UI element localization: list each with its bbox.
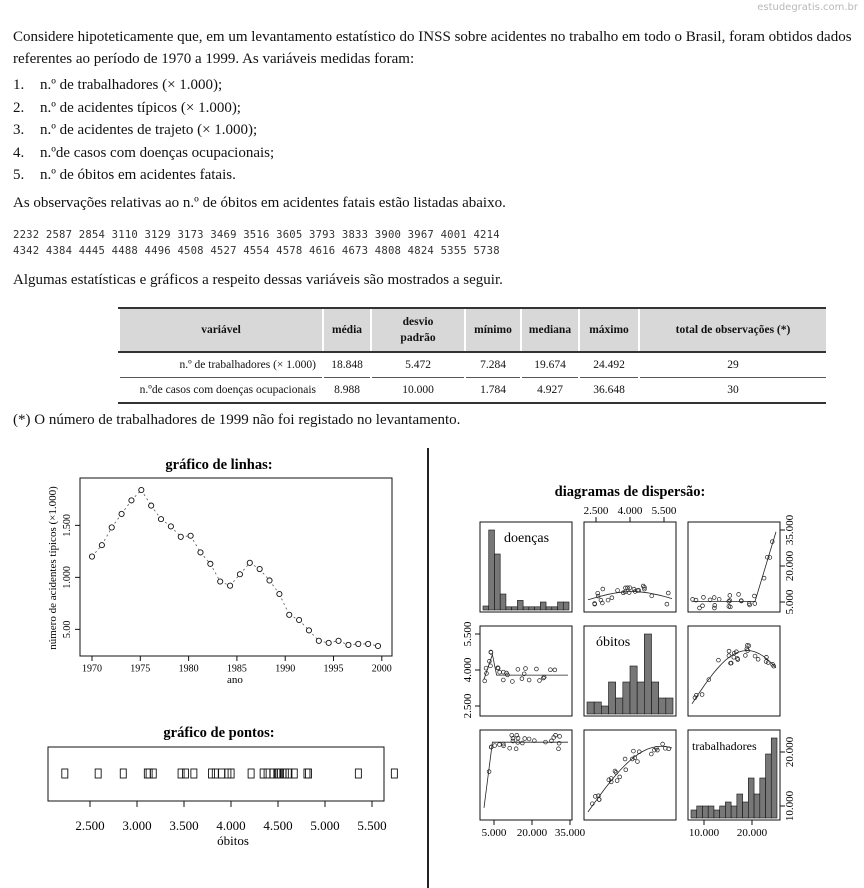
hist-bar-doencas bbox=[523, 607, 529, 610]
table-cell: 8.988 bbox=[323, 378, 371, 404]
item-number: 5. bbox=[13, 167, 25, 183]
table-cell: 29 bbox=[639, 352, 826, 378]
scatter-point bbox=[549, 668, 553, 672]
col-header: mínimo bbox=[465, 308, 521, 352]
table-header-row bbox=[119, 308, 826, 352]
scatter-point bbox=[535, 667, 539, 671]
hist-bar-obitos bbox=[616, 698, 623, 714]
data-point bbox=[119, 511, 124, 516]
scatter-point bbox=[601, 587, 605, 591]
scatter-point bbox=[631, 749, 635, 753]
panel-label-obitos: óbitos bbox=[596, 635, 631, 650]
col-header: mediana bbox=[521, 308, 579, 352]
scatter-point bbox=[498, 743, 502, 747]
scatter-point bbox=[520, 677, 524, 681]
table-cell: n.º de trabalhadores (× 1.000) bbox=[119, 352, 323, 378]
smooth-curve bbox=[484, 742, 568, 808]
right-tick-label: 20.000 bbox=[784, 736, 796, 768]
hist-bar-trabalhadores bbox=[720, 806, 726, 818]
data-point bbox=[227, 583, 232, 588]
scatter-point bbox=[665, 602, 669, 606]
data-point bbox=[120, 769, 126, 778]
scatter-point bbox=[753, 654, 757, 658]
table-cell: 18.848 bbox=[323, 352, 371, 378]
data-point bbox=[218, 579, 223, 584]
data-point bbox=[158, 517, 163, 522]
scatter-point bbox=[618, 775, 622, 779]
top-tick-label: 2.500 bbox=[583, 505, 609, 517]
item-text: n.º de óbitos em acidentes fatais. bbox=[40, 167, 236, 183]
hist-bar-doencas bbox=[494, 554, 500, 610]
scatter-point bbox=[558, 734, 562, 738]
table-row bbox=[119, 352, 826, 378]
left-tick-label: 4.000 bbox=[462, 657, 474, 683]
scatter-point bbox=[624, 768, 628, 772]
hist-bar-doencas bbox=[500, 594, 506, 610]
scatter-point bbox=[700, 693, 704, 697]
data-point bbox=[95, 769, 101, 778]
x-tick-label: 4.500 bbox=[263, 818, 293, 833]
table-row bbox=[119, 378, 826, 404]
data-point bbox=[247, 560, 252, 565]
hist-bar-doencas bbox=[558, 602, 564, 610]
list-item bbox=[13, 164, 274, 187]
right-tick-label: 20.000 bbox=[784, 550, 796, 582]
item-number: 2. bbox=[13, 99, 25, 116]
data-point bbox=[264, 769, 270, 778]
data-point bbox=[198, 550, 203, 555]
scatter-point bbox=[610, 596, 614, 600]
bottom-tick-label: 20.000 bbox=[736, 827, 768, 839]
hist-bar-obitos bbox=[609, 682, 616, 714]
dot-chart-xlabel: óbitos bbox=[217, 833, 249, 848]
scatter-point bbox=[661, 742, 665, 746]
hist-bar-trabalhadores bbox=[702, 806, 708, 818]
hist-bar-obitos bbox=[666, 698, 673, 714]
hist-bar-trabalhadores bbox=[697, 806, 703, 818]
table-cell: n.ºde casos com doenças ocupacionais bbox=[119, 378, 323, 404]
x-tick-label: 1970 bbox=[82, 663, 102, 675]
hist-bar-obitos bbox=[652, 682, 659, 714]
x-tick-label: 1995 bbox=[323, 663, 344, 675]
right-tick-label: 35.000 bbox=[784, 514, 796, 546]
data-point bbox=[326, 640, 331, 645]
hist-bar-trabalhadores bbox=[714, 810, 720, 818]
line-chart bbox=[0, 448, 420, 698]
table-cell: 4.927 bbox=[521, 378, 579, 404]
data-point bbox=[316, 638, 321, 643]
scatter-point bbox=[553, 668, 557, 672]
scatter-point bbox=[527, 678, 531, 682]
data-point bbox=[366, 641, 371, 646]
hist-bar-trabalhadores bbox=[691, 810, 697, 818]
scatter-point bbox=[649, 752, 653, 756]
data-point bbox=[287, 612, 292, 617]
scatter-point bbox=[728, 599, 732, 603]
scatter-point bbox=[737, 593, 741, 597]
scatter-point bbox=[753, 594, 757, 598]
data-point bbox=[267, 578, 272, 583]
data-point bbox=[304, 769, 310, 778]
scatter-point bbox=[483, 679, 487, 683]
observations-line-2: 4342 4384 4445 4488 4496 4508 4527 4554 4578 4616 4673 4808 4824 5355 5738 bbox=[13, 245, 500, 257]
top-tick-label: 5.500 bbox=[651, 505, 677, 517]
watermark: estudegratis.com.br bbox=[757, 2, 858, 13]
scatter-matrix bbox=[430, 448, 864, 888]
hist-bar-doencas bbox=[546, 607, 552, 610]
hist-bar-doencas bbox=[506, 607, 512, 610]
data-point bbox=[260, 769, 266, 778]
hist-bar-trabalhadores bbox=[771, 738, 777, 818]
left-tick-label: 5.500 bbox=[462, 621, 474, 647]
data-point bbox=[356, 641, 361, 646]
scatter-point bbox=[727, 649, 731, 653]
scatter-point bbox=[717, 658, 721, 662]
data-point bbox=[168, 524, 173, 529]
item-number: 4. bbox=[13, 144, 25, 161]
table-cell: 7.284 bbox=[465, 352, 521, 378]
hist-bar-obitos bbox=[623, 682, 630, 714]
data-point bbox=[178, 769, 184, 778]
data-point bbox=[89, 554, 94, 559]
data-point bbox=[248, 769, 254, 778]
hist-bar-doencas bbox=[483, 606, 489, 610]
item-text: n.º de acidentes típicos (× 1.000); bbox=[40, 99, 241, 116]
hist-bar-obitos bbox=[637, 682, 644, 714]
dot-chart-frame bbox=[48, 747, 384, 801]
data-point bbox=[109, 525, 114, 530]
data-point bbox=[188, 533, 193, 538]
hist-bar-trabalhadores bbox=[731, 806, 737, 818]
scatter-point bbox=[516, 667, 520, 671]
x-tick-label: 2.500 bbox=[75, 818, 105, 833]
data-point bbox=[178, 534, 183, 539]
hist-bar-trabalhadores bbox=[748, 778, 754, 818]
scatter-point bbox=[606, 598, 610, 602]
scatter-point bbox=[701, 604, 705, 608]
hist-bar-obitos bbox=[587, 702, 594, 714]
data-point bbox=[346, 642, 351, 647]
hist-bar-obitos bbox=[644, 634, 651, 714]
data-point bbox=[257, 566, 262, 571]
scatter-point bbox=[524, 667, 528, 671]
col-header: desvio padrão bbox=[371, 308, 465, 352]
x-tick-label: 5.000 bbox=[310, 818, 340, 833]
data-point bbox=[139, 487, 144, 492]
left-tick-label: 2.500 bbox=[462, 693, 474, 719]
data-point bbox=[375, 643, 380, 648]
data-point bbox=[306, 628, 311, 633]
dot-chart bbox=[0, 718, 420, 888]
scatter-point bbox=[756, 657, 760, 661]
scatter-point bbox=[538, 679, 542, 683]
data-point bbox=[212, 769, 218, 778]
hist-bar-obitos bbox=[601, 706, 608, 714]
footnote: (*) O número de trabalhadores de 1999 não foi registado no levantamento. bbox=[13, 412, 461, 428]
y-tick-label: 5.00 bbox=[62, 620, 73, 639]
x-tick-label: 1990 bbox=[275, 663, 296, 675]
hist-bar-obitos bbox=[594, 702, 601, 714]
hist-bar-doencas bbox=[529, 607, 535, 610]
data-point bbox=[62, 769, 68, 778]
data-point bbox=[149, 503, 154, 508]
x-tick-label: 4.000 bbox=[216, 818, 246, 833]
line-chart-frame bbox=[80, 478, 392, 656]
x-tick-label: 2000 bbox=[371, 663, 392, 675]
variables-list bbox=[13, 74, 274, 187]
data-point bbox=[208, 561, 213, 566]
col-header: variável bbox=[119, 308, 323, 352]
bottom-tick-label: 20.000 bbox=[516, 827, 548, 839]
list-item bbox=[13, 119, 274, 142]
trend-segment bbox=[279, 594, 289, 615]
hist-bar-doencas bbox=[512, 607, 518, 610]
data-point bbox=[150, 769, 156, 778]
scatter-point bbox=[743, 654, 747, 658]
x-tick-label: 5.500 bbox=[357, 818, 387, 833]
smooth-curve bbox=[692, 532, 776, 602]
data-point bbox=[99, 543, 104, 548]
table-cell: 19.674 bbox=[521, 352, 579, 378]
list-item bbox=[13, 97, 274, 120]
scatter-point bbox=[732, 655, 736, 659]
hist-bar-trabalhadores bbox=[743, 802, 749, 818]
column-divider bbox=[427, 448, 429, 888]
line-chart-title: gráfico de linhas: bbox=[165, 457, 273, 473]
x-tick-label: 1975 bbox=[130, 663, 151, 675]
scatter-point bbox=[523, 737, 527, 741]
table-cell: 1.784 bbox=[465, 378, 521, 404]
x-tick-label: 3.500 bbox=[169, 818, 199, 833]
panel-frame bbox=[480, 730, 572, 820]
top-tick-label: 4.000 bbox=[617, 505, 643, 517]
hist-bar-trabalhadores bbox=[766, 754, 772, 818]
scatter-point bbox=[712, 596, 716, 600]
stats-intro: Algumas estatísticas e gráficos a respeito dessas variáveis são mostrados a seguir. bbox=[13, 272, 503, 288]
scatter-point bbox=[527, 737, 531, 741]
bottom-tick-label: 35.000 bbox=[554, 827, 586, 839]
statistics-table bbox=[118, 307, 826, 404]
data-point bbox=[183, 769, 189, 778]
item-number: 3. bbox=[13, 122, 25, 138]
scatter-point bbox=[616, 589, 620, 593]
item-number: 1. bbox=[13, 77, 25, 93]
x-tick-label: 3.000 bbox=[122, 818, 152, 833]
scatter-point bbox=[520, 741, 524, 745]
col-header: total de observações (*) bbox=[639, 308, 826, 352]
scatter-point bbox=[636, 760, 640, 764]
dot-chart-title: gráfico de pontos: bbox=[163, 725, 275, 741]
pairs-title: diagramas de dispersão: bbox=[554, 484, 706, 500]
smooth-curve bbox=[692, 651, 776, 704]
col-header: máximo bbox=[579, 308, 639, 352]
hist-bar-trabalhadores bbox=[754, 794, 760, 818]
scatter-point bbox=[498, 670, 502, 674]
table-cell: 5.472 bbox=[371, 352, 465, 378]
scatter-point bbox=[508, 746, 512, 750]
data-point bbox=[146, 769, 152, 778]
scatter-point bbox=[623, 757, 627, 761]
data-point bbox=[391, 769, 397, 778]
right-tick-label: 5.000 bbox=[784, 589, 796, 615]
scatter-point bbox=[702, 595, 706, 599]
hist-bar-doencas bbox=[563, 602, 569, 610]
hist-bar-doencas bbox=[535, 607, 541, 610]
scatter-point bbox=[501, 678, 505, 682]
scatter-point bbox=[728, 593, 732, 597]
line-chart-xlabel: ano bbox=[227, 674, 243, 686]
hist-bar-obitos bbox=[630, 666, 637, 714]
panel-label-trabalhadores: trabalhadores bbox=[692, 739, 757, 753]
smooth-curve bbox=[588, 746, 672, 812]
x-tick-label: 1985 bbox=[226, 663, 247, 675]
scatter-point bbox=[650, 594, 654, 598]
data-point bbox=[209, 769, 215, 778]
item-text: n.ºde casos com doenças ocupacionais; bbox=[40, 144, 275, 161]
right-tick-label: 10.000 bbox=[784, 790, 796, 822]
panel-frame bbox=[584, 522, 676, 612]
table-cell: 24.492 bbox=[579, 352, 639, 378]
item-text: n.º de acidentes de trajeto (× 1.000); bbox=[40, 122, 258, 138]
panel-frame bbox=[584, 730, 676, 820]
data-point bbox=[144, 769, 150, 778]
y-tick-label: 1.000 bbox=[62, 566, 73, 589]
data-point bbox=[129, 498, 134, 503]
scatter-point bbox=[510, 680, 514, 684]
col-header: média bbox=[323, 308, 371, 352]
bottom-tick-label: 5.000 bbox=[481, 827, 507, 839]
x-tick-label: 1980 bbox=[178, 663, 199, 675]
table-cell: 36.648 bbox=[579, 378, 639, 404]
scatter-point bbox=[753, 602, 757, 606]
hist-bar-trabalhadores bbox=[737, 794, 743, 818]
hist-bar-trabalhadores bbox=[760, 778, 766, 818]
observations-line-1: 2232 2587 2854 3110 3129 3173 3469 3516 3605 3793 3833 3900 3967 4001 4214 bbox=[13, 229, 500, 241]
y-tick-label: 1.500 bbox=[62, 514, 73, 537]
data-point bbox=[219, 769, 225, 778]
hist-bar-obitos bbox=[659, 698, 666, 714]
hist-bar-trabalhadores bbox=[725, 802, 731, 818]
scatter-point bbox=[632, 587, 636, 591]
scatter-point bbox=[717, 597, 721, 601]
table-cell: 30 bbox=[639, 378, 826, 404]
list-item bbox=[13, 74, 274, 97]
panel-frame bbox=[480, 626, 572, 716]
scatter-point bbox=[542, 675, 546, 679]
scatter-point bbox=[557, 747, 561, 751]
hist-bar-trabalhadores bbox=[708, 806, 714, 818]
data-point bbox=[191, 769, 197, 778]
line-chart-ylabel: número de acidentes típicos (×1.000) bbox=[47, 486, 59, 650]
scatter-point bbox=[514, 747, 518, 751]
bottom-tick-label: 10.000 bbox=[688, 827, 720, 839]
data-point bbox=[297, 617, 302, 622]
hist-bar-doencas bbox=[489, 530, 495, 610]
scatter-point bbox=[666, 591, 670, 595]
hist-bar-doencas bbox=[517, 600, 523, 610]
observations-intro: As observações relativas ao n.º de óbitos em acidentes fatais estão listadas abaixo. bbox=[13, 195, 506, 211]
intro-paragraph: Considere hipoteticamente que, em um levantamento estatístico do INSS sobre acidentes no trabalho em todo o Brasil, foram obtidos dados referentes ao período de 1970 a 1999. As variáveis medidas foram: bbox=[13, 29, 852, 67]
item-text: n.º de trabalhadores (× 1.000); bbox=[40, 77, 223, 93]
data-point bbox=[305, 769, 311, 778]
panel-label-doencas: doenças bbox=[504, 531, 550, 546]
data-point bbox=[237, 572, 242, 577]
scatter-point bbox=[615, 779, 619, 783]
list-item bbox=[13, 142, 274, 165]
data-point bbox=[355, 769, 361, 778]
scatter-point bbox=[713, 606, 717, 610]
table-cell: 10.000 bbox=[371, 378, 465, 404]
data-point bbox=[277, 591, 282, 596]
data-point bbox=[336, 638, 341, 643]
hist-bar-doencas bbox=[552, 607, 558, 610]
hist-bar-doencas bbox=[540, 602, 546, 610]
panel-frame bbox=[688, 626, 780, 716]
